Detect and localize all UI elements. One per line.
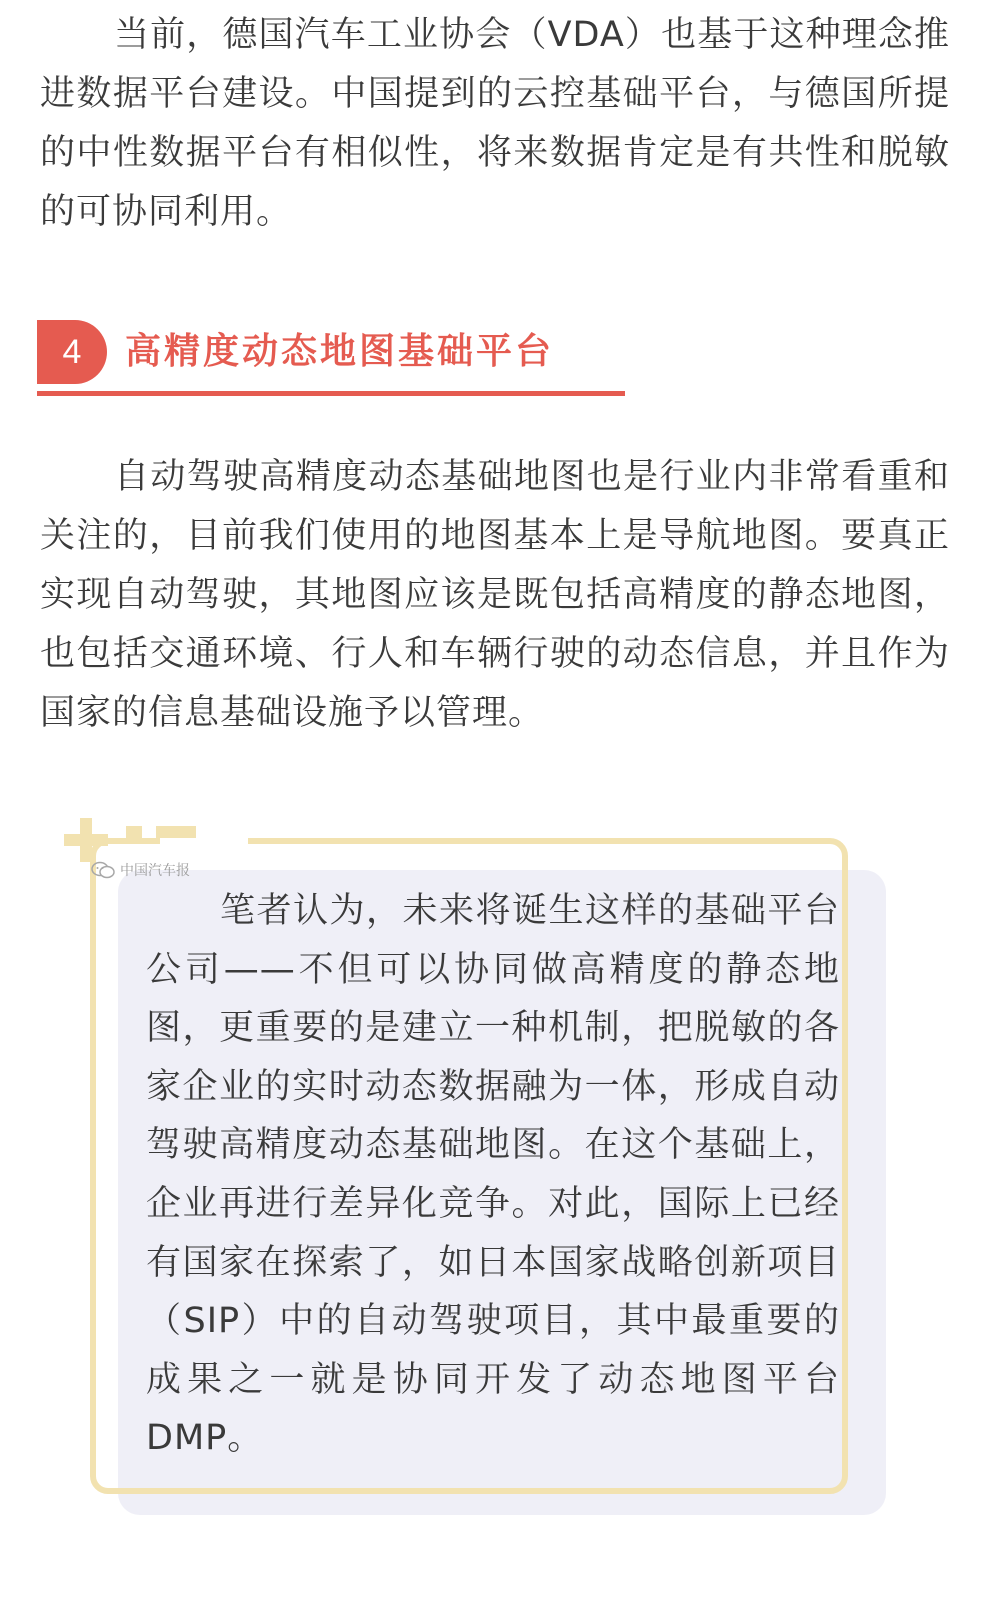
section-heading [37,316,625,402]
watermark-label: 中国汽车报 [120,863,190,879]
bar-decoration [156,826,196,838]
section-number-badge: 4 [37,320,107,384]
callout-text: 笔者认为，未来将诞生这样的基础平台公司——不但可以协同做高精度的静态地图，更重要的是建立一种机制，把脱敏的各家企业的实时动态数据融为一体，形成自动驾驶高精度动态基础地图。在这个基础上，企业再进行差异化竞争。对此，国际上已经有国家在探索了，如日本国家战略创新项目（SIP）中的自动驾驶项目，其中最重要的成果之一就是协同开发了动态地图平台DMP。 [146,891,840,1459]
section-title: 高精度动态地图基础平台 [125,331,555,372]
plus-decoration-icon [64,818,108,862]
wechat-logo-icon [90,861,116,879]
map-platform-paragraph: 自动驾驶高精度动态基础地图也是行业内非常看重和关注的，目前我们使用的地图基本上是导航地图。要真正实现自动驾驶，其地图应该是既包括高精度的静态地图，也包括交通环境、行人和车辆行驶的动态信息，并且作为国家的信息基础设施予以管理。 [40,457,950,733]
bar-decoration [126,826,142,838]
intro-paragraph: 当前，德国汽车工业协会（VDA）也基于这种理念推进数据平台建设。中国提到的云控基础平台，与德国所提的中性数据平台有相似性，将来数据肯定是有共性和脱敏的可协同利用。 [40,15,950,232]
watermark [90,860,190,880]
section-underline [37,391,625,396]
